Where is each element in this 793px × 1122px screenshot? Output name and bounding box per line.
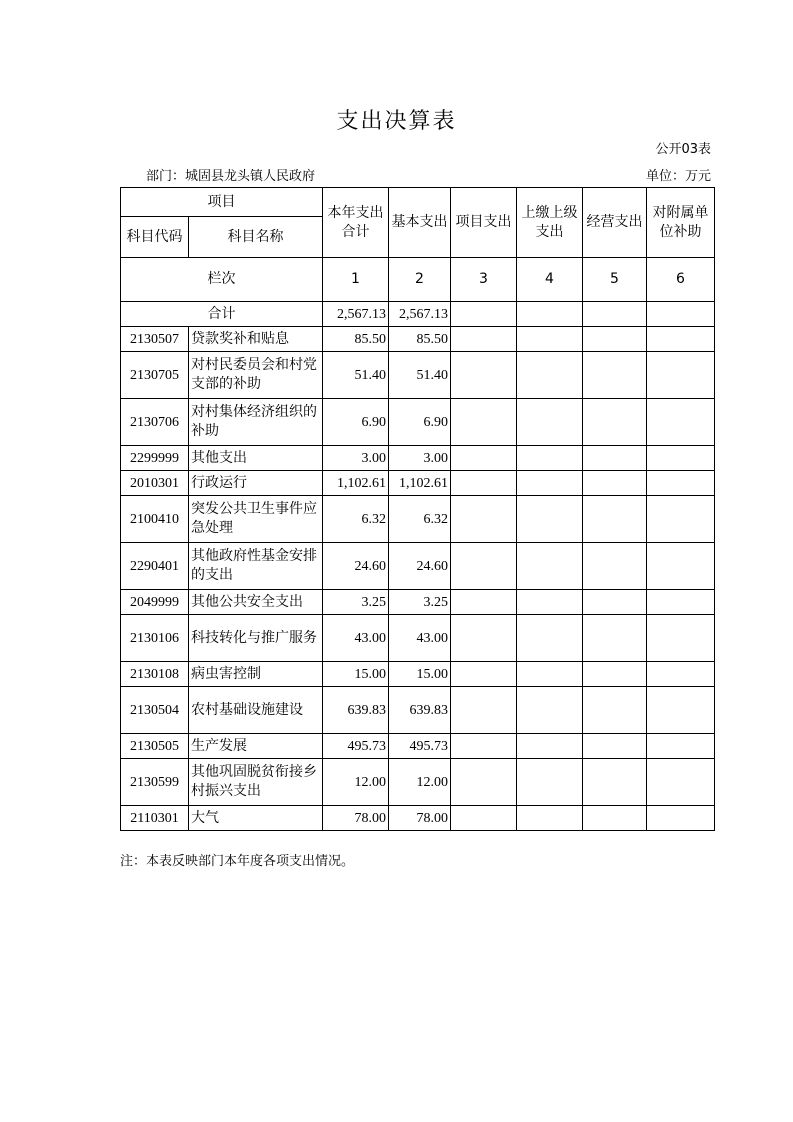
cell-basic: 1,102.61 [389,471,451,496]
cell-name: 行政运行 [189,471,323,496]
cell-project [451,446,517,471]
column-index-1: 1 [323,258,389,302]
cell-subsidy [647,734,715,759]
cell-code: 2290401 [121,543,189,590]
cell-total: 1,102.61 [323,471,389,496]
cell-project [451,734,517,759]
cell-remit [517,399,583,446]
cell-project [451,543,517,590]
table-row [121,399,715,446]
cell-subsidy [647,352,715,399]
cell-subsidy [647,399,715,446]
cell-name: 其他公共安全支出 [189,590,323,615]
total-project-expense [451,302,517,327]
cell-operating [583,496,647,543]
cell-project [451,806,517,831]
header-row-1 [121,188,715,217]
cell-total: 6.32 [323,496,389,543]
cell-name: 其他巩固脱贫衔接乡村振兴支出 [189,759,323,806]
cell-total: 6.90 [323,399,389,446]
cell-remit [517,446,583,471]
cell-name: 农村基础设施建设 [189,687,323,734]
cell-project [451,496,517,543]
cell-name: 科技转化与推广服务 [189,615,323,662]
cell-project [451,590,517,615]
cell-code: 2130106 [121,615,189,662]
table-row [121,543,715,590]
table-row [121,759,715,806]
cell-total: 3.25 [323,590,389,615]
header-basic-expense: 基本支出 [389,188,451,258]
footnote: 注：本表反映部门本年度各项支出情况。 [120,854,355,869]
cell-project [451,759,517,806]
cell-subsidy [647,327,715,352]
cell-remit [517,687,583,734]
cell-total: 639.83 [323,687,389,734]
cell-total: 51.40 [323,352,389,399]
cell-remit [517,734,583,759]
total-basic-expense: 2,567.13 [389,302,451,327]
table-row [121,662,715,687]
cell-code: 2130504 [121,687,189,734]
table-row [121,327,715,352]
cell-total: 12.00 [323,759,389,806]
table-row [121,590,715,615]
cell-code: 2130507 [121,327,189,352]
cell-remit [517,543,583,590]
header-code: 科目代码 [121,217,189,258]
unit-label: 单位：万元 [645,169,711,184]
header-project: 项目 [121,188,323,217]
cell-code: 2130108 [121,662,189,687]
cell-remit [517,496,583,543]
cell-subsidy [647,806,715,831]
cell-name: 病虫害控制 [189,662,323,687]
cell-subsidy [647,471,715,496]
cell-code: 2130505 [121,734,189,759]
cell-subsidy [647,615,715,662]
cell-code: 2110301 [121,806,189,831]
cell-remit [517,471,583,496]
cell-project [451,687,517,734]
cell-operating [583,590,647,615]
cell-remit [517,806,583,831]
cell-code: 2010301 [121,471,189,496]
cell-code: 2130706 [121,399,189,446]
cell-basic: 24.60 [389,543,451,590]
cell-name: 突发公共卫生事件应急处理 [189,496,323,543]
cell-name: 贷款奖补和贴息 [189,327,323,352]
cell-subsidy [647,496,715,543]
total-row [121,302,715,327]
cell-name: 大气 [189,806,323,831]
cell-basic: 3.25 [389,590,451,615]
total-total-expense: 2,567.13 [323,302,389,327]
table-row [121,734,715,759]
cell-operating [583,399,647,446]
cell-basic: 78.00 [389,806,451,831]
column-index-5: 5 [583,258,647,302]
cell-operating [583,759,647,806]
cell-basic: 15.00 [389,662,451,687]
expenditure-table [120,187,715,831]
cell-name: 对村民委员会和村党支部的补助 [189,352,323,399]
cell-code: 2299999 [121,446,189,471]
cell-operating [583,446,647,471]
form-number: 公开03表 [655,142,711,157]
total-subsidy-affiliated [647,302,715,327]
total-operating-expense [583,302,647,327]
page-title: 支出决算表 [336,109,457,134]
cell-subsidy [647,446,715,471]
cell-subsidy [647,687,715,734]
cell-remit [517,615,583,662]
cell-remit [517,662,583,687]
cell-name: 其他政府性基金安排的支出 [189,543,323,590]
cell-basic: 43.00 [389,615,451,662]
header-operating-expense: 经营支出 [583,188,647,258]
cell-total: 85.50 [323,327,389,352]
cell-basic: 85.50 [389,327,451,352]
column-index-row [121,258,715,302]
table-row [121,615,715,662]
cell-total: 3.00 [323,446,389,471]
cell-basic: 495.73 [389,734,451,759]
cell-total: 24.60 [323,543,389,590]
header-name: 科目名称 [189,217,323,258]
cell-operating [583,471,647,496]
total-label: 合计 [121,302,323,327]
header-project-expense: 项目支出 [451,188,517,258]
cell-basic: 12.00 [389,759,451,806]
cell-operating [583,327,647,352]
cell-project [451,352,517,399]
cell-subsidy [647,543,715,590]
cell-name: 其他支出 [189,446,323,471]
cell-total: 43.00 [323,615,389,662]
cell-project [451,615,517,662]
column-index-4: 4 [517,258,583,302]
cell-operating [583,687,647,734]
table-row [121,806,715,831]
total-remit-upper [517,302,583,327]
column-index-label: 栏次 [121,258,323,302]
cell-remit [517,590,583,615]
cell-project [451,399,517,446]
table-row [121,446,715,471]
cell-total: 78.00 [323,806,389,831]
cell-basic: 6.90 [389,399,451,446]
cell-operating [583,734,647,759]
cell-name: 对村集体经济组织的补助 [189,399,323,446]
table-row [121,352,715,399]
cell-total: 15.00 [323,662,389,687]
cell-name: 生产发展 [189,734,323,759]
cell-basic: 3.00 [389,446,451,471]
cell-operating [583,352,647,399]
cell-code: 2100410 [121,496,189,543]
cell-operating [583,662,647,687]
department-label: 部门：城固县龙头镇人民政府 [146,169,316,184]
table-row [121,496,715,543]
column-index-2: 2 [389,258,451,302]
column-index-6: 6 [647,258,715,302]
cell-code: 2130705 [121,352,189,399]
cell-subsidy [647,759,715,806]
header-total-expense: 本年支出合计 [323,188,389,258]
cell-basic: 51.40 [389,352,451,399]
cell-subsidy [647,662,715,687]
cell-project [451,327,517,352]
cell-remit [517,759,583,806]
cell-operating [583,615,647,662]
cell-remit [517,352,583,399]
cell-total: 495.73 [323,734,389,759]
cell-operating [583,806,647,831]
cell-project [451,662,517,687]
table-row [121,471,715,496]
column-index-3: 3 [451,258,517,302]
cell-basic: 6.32 [389,496,451,543]
cell-basic: 639.83 [389,687,451,734]
header-remit-upper: 上缴上级支出 [517,188,583,258]
table-row [121,687,715,734]
header-subsidy-affiliated: 对附属单位补助 [647,188,715,258]
cell-remit [517,327,583,352]
cell-code: 2049999 [121,590,189,615]
cell-project [451,471,517,496]
cell-code: 2130599 [121,759,189,806]
cell-subsidy [647,590,715,615]
cell-operating [583,543,647,590]
